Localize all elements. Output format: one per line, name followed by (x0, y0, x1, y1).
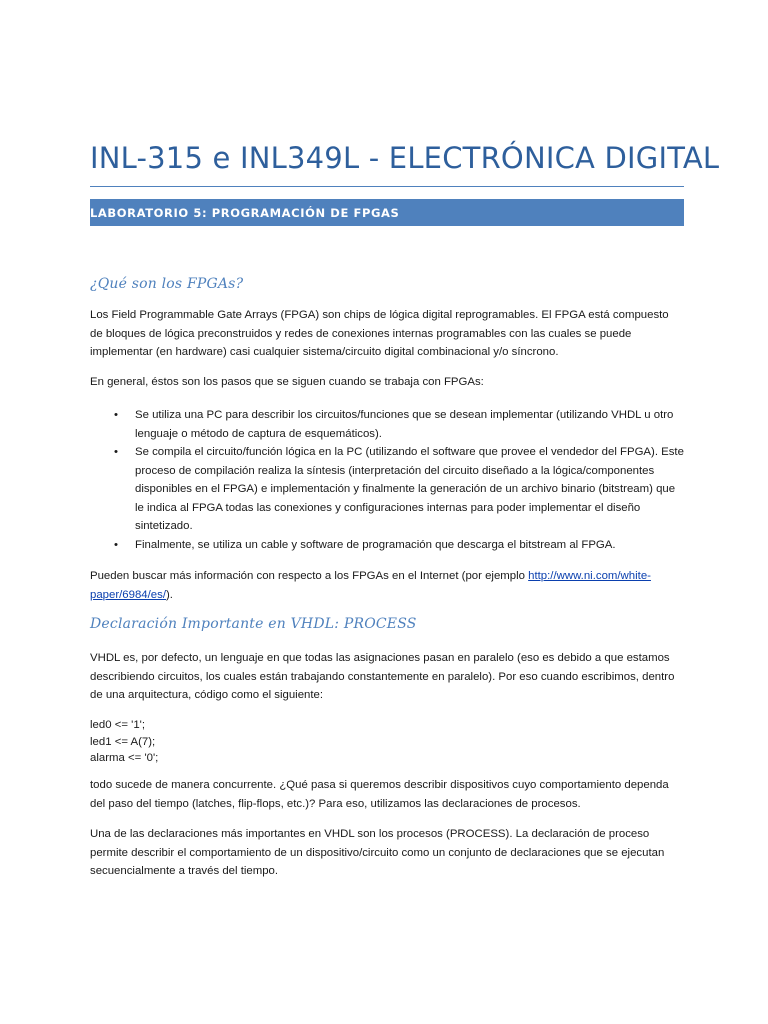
list-item-text: Se utiliza una PC para describir los circuitos/funciones que se desean implementar (utilizando VHDL u otro lenguaje o método de captura de esquemáticos). (135, 409, 674, 440)
paragraph-concurrent: todo sucede de manera concurrente. ¿Qué pasa si queremos describir dispositivos cuyo comportamiento dependa del paso del tiempo (latches, flip-flops, etc.)? Para eso, utilizamos las declaraciones de procesos. (90, 779, 669, 810)
paragraph-fpga-definition: Los Field Programmable Gate Arrays (FPGA) son chips de lógica digital reprogramables. El FPGA está compuesto de bloques de lógica preconstruidos y redes de conexiones internas programables con las cuales se puede implementar (en hardware) casi cualquier sistema/circuito digital combinacional y/o síncrono. (90, 309, 669, 358)
vhdl-code-sample (90, 717, 158, 767)
code-line: led0 <= '1'; (90, 719, 146, 731)
title-underline (90, 186, 684, 187)
ni-white-paper-link[interactable]: http://www.ni.com/white-paper/6984/es/ (90, 570, 651, 601)
bullet-icon: • (114, 446, 118, 458)
paragraph-more-info (90, 567, 682, 604)
lab-banner (90, 199, 684, 226)
paragraph-steps-intro: En general, éstos son los pasos que se siguen cuando se trabaja con FPGAs: (90, 376, 484, 388)
more-info-text: Pueden buscar más información con respecto a los FPGAs en el Internet (por ejemplo (90, 570, 529, 582)
document-title: INL-315 e INL349L - ELECTRÓNICA DIGITAL (90, 141, 720, 175)
paragraph-process-declaration: Una de las declaraciones más importantes en VHDL son los procesos (PROCESS). La declaración de proceso permite describir el comportamiento de un dispositivo/circuito como un conjunto de declaraciones que se ejecutan secuencialmente a través del tiempo. (90, 828, 665, 877)
list-item (90, 536, 684, 555)
steps-list (90, 406, 684, 554)
more-info-text-end: ). (166, 588, 173, 601)
bullet-icon: • (114, 409, 118, 421)
list-item-text: Se compila el circuito/función lógica en la PC (utilizando el software que provee el vendedor del FPGA). Este proceso de compilación realiza la síntesis (interpretación del circuito diseñado a la lógica/componentes disponibles en el FPGA) e implementación y finalmente la generación de un archivo binario (bitstream) que le indica al FPGA todas las conexiones y configuraciones internas para poder implementar el diseño sintetizado. (135, 446, 684, 532)
paragraph-vhdl-parallel: VHDL es, por defecto, un lenguaje en que todas las asignaciones pasan en paralelo (eso es debido a que estamos describiendo circuitos, los cuales están trabajando constantemente en paralelo). Por eso cuando escribimos, dentro de una arquitectura, código como el siguiente: (90, 652, 675, 701)
list-item-text: Finalmente, se utiliza un cable y software de programación que descarga el bitstream al FPGA. (135, 538, 616, 551)
bullet-icon: • (114, 538, 118, 551)
section-heading-fpgas: ¿Qué son los FPGAs? (90, 276, 244, 292)
code-line: alarma <= '0'; (90, 752, 159, 764)
section-heading-process: Declaración Importante en VHDL: PROCESS (90, 616, 417, 632)
lab-banner-text: LABORATORIO 5: PROGRAMACIÓN DE FPGAS (90, 206, 400, 220)
code-line: led1 <= A(7); (90, 735, 156, 748)
list-item (90, 406, 684, 443)
list-item (90, 443, 684, 536)
